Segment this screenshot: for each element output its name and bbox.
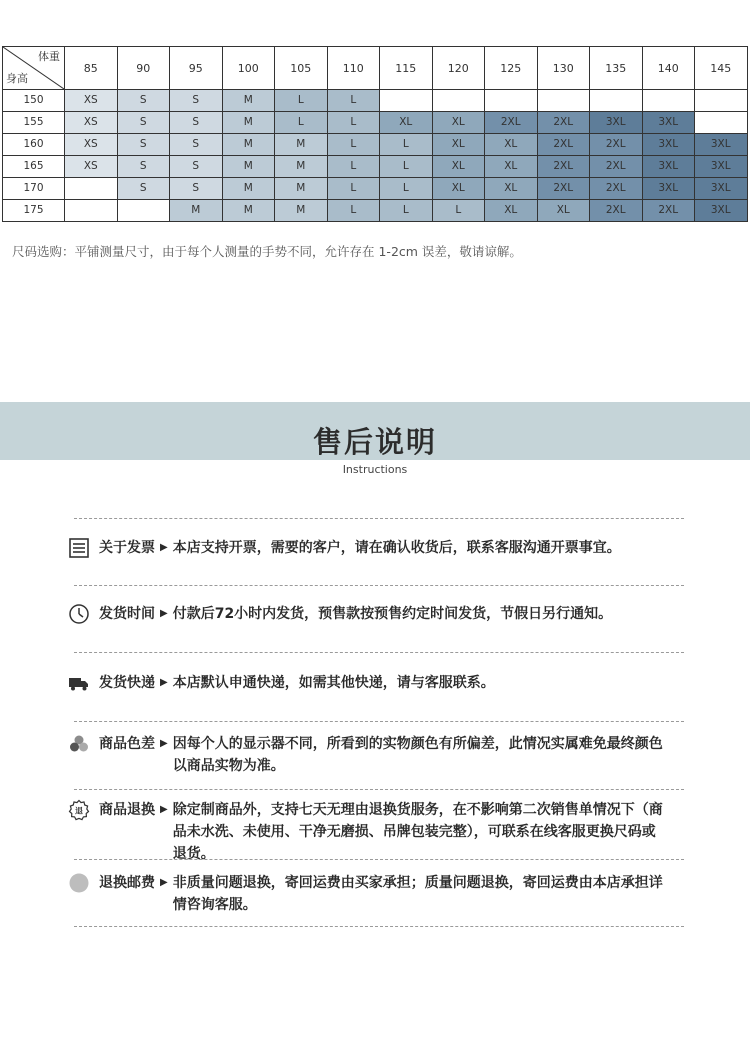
color-palette-icon (68, 733, 90, 755)
size-cell: L (380, 134, 433, 156)
size-cell: L (380, 178, 433, 200)
size-cell: L (327, 134, 380, 156)
item-text: 本店支持开票，需要的客户，请在确认收货后，联系客服沟通开票事宜。 (172, 540, 621, 556)
size-cell: 2XL (590, 178, 643, 200)
size-cell: L (380, 200, 433, 222)
size-cell (695, 90, 748, 112)
size-cell: M (222, 178, 275, 200)
size-cell: S (117, 178, 170, 200)
size-cell: L (327, 200, 380, 222)
weight-header-cell: 120 (432, 47, 485, 90)
size-cell: L (275, 112, 328, 134)
item-label: 退换邮费 (99, 875, 155, 891)
size-cell: 2XL (590, 156, 643, 178)
size-cell: L (327, 178, 380, 200)
size-cell: M (222, 90, 275, 112)
size-cell: XS (65, 134, 118, 156)
size-cell: 3XL (695, 134, 748, 156)
arrow-right-icon: ▶ (160, 542, 168, 553)
item-label: 关于发票 (99, 540, 155, 556)
size-cell: M (275, 156, 328, 178)
size-cell: 3XL (695, 200, 748, 222)
size-cell (642, 90, 695, 112)
divider (74, 859, 684, 860)
size-cell (117, 200, 170, 222)
size-cell: XL (485, 134, 538, 156)
invoice-icon (68, 537, 90, 559)
item-label: 商品退换 (99, 802, 155, 818)
divider (74, 926, 684, 927)
height-row-header: 175 (3, 200, 65, 222)
height-row-header: 160 (3, 134, 65, 156)
size-cell: L (327, 156, 380, 178)
weight-header-cell: 110 (327, 47, 380, 90)
size-cell: M (222, 156, 275, 178)
after-sales-item-return (68, 799, 688, 865)
size-cell (537, 90, 590, 112)
size-chart-row (3, 112, 748, 134)
truck-icon (68, 672, 90, 694)
size-cell: 2XL (590, 134, 643, 156)
weight-header-cell: 90 (117, 47, 170, 90)
item-text: 非质量问题退换，寄回运费由买家承担；质量问题退换，寄回运费由本店承担详情咨询客服。 (172, 875, 663, 913)
size-cell: 2XL (537, 112, 590, 134)
size-cell (695, 112, 748, 134)
divider (74, 789, 684, 790)
size-cell (65, 178, 118, 200)
size-note: 尺码选购：平铺测量尺寸，由于每个人测量的手势不同，允许存在 1-2cm 误差，敬请谅解。 (12, 244, 522, 259)
size-cell: S (117, 90, 170, 112)
size-cell: XL (432, 178, 485, 200)
size-cell: 2XL (537, 156, 590, 178)
size-cell: S (170, 134, 223, 156)
size-cell: 3XL (695, 178, 748, 200)
size-cell: XL (432, 112, 485, 134)
item-label: 发货快递 (99, 675, 155, 691)
size-cell: L (380, 156, 433, 178)
size-cell: M (170, 200, 223, 222)
size-cell: S (170, 178, 223, 200)
size-chart-body (3, 47, 748, 222)
size-cell: S (170, 90, 223, 112)
size-cell: XL (485, 156, 538, 178)
size-cell: S (170, 156, 223, 178)
size-cell: M (222, 200, 275, 222)
arrow-right-icon: ▶ (160, 608, 168, 619)
divider (74, 518, 684, 519)
after-sales-subtitle: Instructions (342, 463, 408, 476)
size-cell: XL (432, 156, 485, 178)
height-row-header: 170 (3, 178, 65, 200)
size-cell: XL (537, 200, 590, 222)
after-sales-item-courier (68, 672, 688, 694)
size-chart-row (3, 156, 748, 178)
item-label: 商品色差 (99, 736, 155, 752)
item-label: 发货时间 (99, 606, 155, 622)
height-row-header: 165 (3, 156, 65, 178)
size-cell: 2XL (485, 112, 538, 134)
height-row-header: 150 (3, 90, 65, 112)
size-chart-row (3, 134, 748, 156)
divider (74, 721, 684, 722)
size-chart-row (3, 178, 748, 200)
size-cell: L (327, 90, 380, 112)
return-badge-icon (68, 799, 90, 821)
size-cell (65, 200, 118, 222)
arrow-right-icon: ▶ (160, 877, 168, 888)
arrow-right-icon: ▶ (160, 738, 168, 749)
size-chart-corner (3, 47, 65, 90)
weight-header-cell: 85 (65, 47, 118, 90)
size-cell: XS (65, 156, 118, 178)
size-chart-row (3, 90, 748, 112)
size-chart-header-row (3, 47, 748, 90)
size-cell: S (170, 112, 223, 134)
size-cell: 2XL (537, 178, 590, 200)
shipping-fee-icon (68, 872, 90, 894)
weight-axis-label: 体重 (38, 50, 60, 63)
size-chart-row (3, 200, 748, 222)
item-text: 因每个人的显示器不同，所看到的实物颜色有所偏差，此情况实属难免最终颜色以商品实物为准。 (172, 736, 663, 774)
size-cell: 3XL (642, 112, 695, 134)
size-cell (432, 90, 485, 112)
weight-header-cell: 140 (642, 47, 695, 90)
weight-header-cell: 105 (275, 47, 328, 90)
size-chart-table (2, 46, 748, 222)
after-sales-item-shipping-time (68, 603, 688, 625)
height-row-header: 155 (3, 112, 65, 134)
size-cell: XS (65, 90, 118, 112)
size-cell: XL (485, 200, 538, 222)
weight-header-cell: 100 (222, 47, 275, 90)
size-cell: 2XL (537, 134, 590, 156)
item-text: 付款后72小时内发货，预售款按预售约定时间发货，节假日另行通知。 (172, 606, 613, 622)
height-axis-label: 身高 (6, 72, 28, 85)
size-cell: M (275, 178, 328, 200)
weight-header-cell: 145 (695, 47, 748, 90)
size-cell (590, 90, 643, 112)
arrow-right-icon: ▶ (160, 677, 168, 688)
after-sales-item-shipping-fee (68, 872, 688, 916)
size-cell: 3XL (642, 178, 695, 200)
size-cell: L (432, 200, 485, 222)
size-cell: XL (485, 178, 538, 200)
clock-icon (68, 603, 90, 625)
item-text: 本店默认申通快递，如需其他快递，请与客服联系。 (172, 675, 495, 691)
size-cell: M (222, 134, 275, 156)
weight-header-cell: 135 (590, 47, 643, 90)
after-sales-title: 售后说明 (312, 425, 437, 459)
size-cell: M (275, 134, 328, 156)
after-sales-item-invoice (68, 537, 688, 559)
size-cell: S (117, 156, 170, 178)
size-cell: M (275, 200, 328, 222)
size-cell: 2XL (590, 200, 643, 222)
svg-text:退: 退 (75, 806, 83, 816)
size-cell (380, 90, 433, 112)
after-sales-item-color (68, 733, 688, 777)
size-cell: S (117, 134, 170, 156)
arrow-right-icon: ▶ (160, 804, 168, 815)
weight-header-cell: 115 (380, 47, 433, 90)
item-text: 除定制商品外，支持七天无理由退换货服务，在不影响第二次销售单情况下（商品未水洗、未使用、干净无磨损、吊牌包装完整），可联系在线客服更换尺码或退货。 (172, 802, 663, 862)
size-cell: 2XL (642, 200, 695, 222)
weight-header-cell: 125 (485, 47, 538, 90)
divider (74, 652, 684, 653)
size-cell: L (327, 112, 380, 134)
size-cell: S (117, 112, 170, 134)
size-cell: 3XL (642, 134, 695, 156)
size-cell (485, 90, 538, 112)
size-cell: M (222, 112, 275, 134)
size-cell: 3XL (590, 112, 643, 134)
weight-header-cell: 95 (170, 47, 223, 90)
size-cell: 3XL (642, 156, 695, 178)
size-cell: XL (380, 112, 433, 134)
weight-header-cell: 130 (537, 47, 590, 90)
size-cell: XL (432, 134, 485, 156)
size-cell: L (275, 90, 328, 112)
size-cell: XS (65, 112, 118, 134)
size-cell: 3XL (695, 156, 748, 178)
divider (74, 585, 684, 586)
